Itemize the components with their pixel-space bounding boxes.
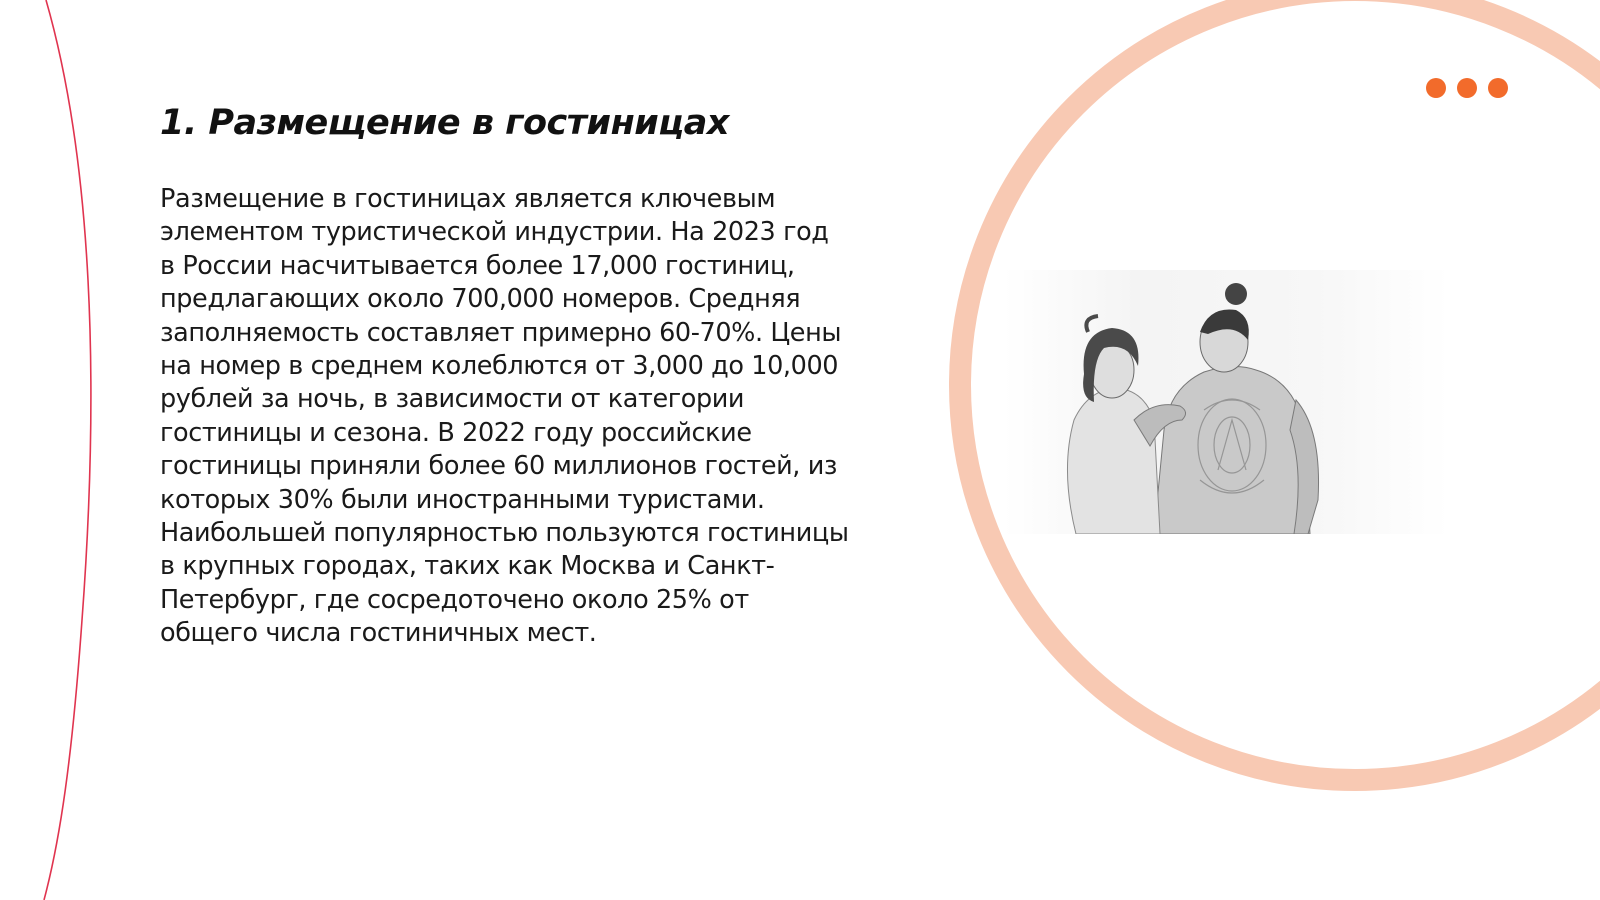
woman-figure: [1067, 388, 1160, 534]
dot-2: [1457, 78, 1477, 98]
dot-3: [1488, 78, 1508, 98]
slide-body-text: Размещение в гостиницах является ключевым элементом туристической индустрии. На 2023 год в России насчитывается более 17,000 гостиниц, предлагающих около 700,000 номеров. Средняя заполняемость составляет примерно 60-70%. Цены на номер в среднем колеблются от 3,000 до 10,000 рублей за ночь, в зависимости от категории гостиницы и сезона. В 2022 году российские гостиницы приняли более 60 миллионов гостей, из которых 30% были иностранными туристами. Наибольшей популярностью пользуются гостиницы в крупных городах, таких как Москва и Санкт-Петербург, где сосредоточено около 25% от общего числа гостиничных мест.: [160, 184, 849, 649]
more-dots-icon: [1426, 78, 1508, 98]
man-back-figure: [1154, 366, 1310, 534]
dot-1: [1426, 78, 1446, 98]
left-curve-line: [44, 0, 91, 900]
slide-title: 1. Размещение в гостиницах: [160, 103, 729, 143]
tattooed-couple-photo: [1004, 270, 1450, 534]
